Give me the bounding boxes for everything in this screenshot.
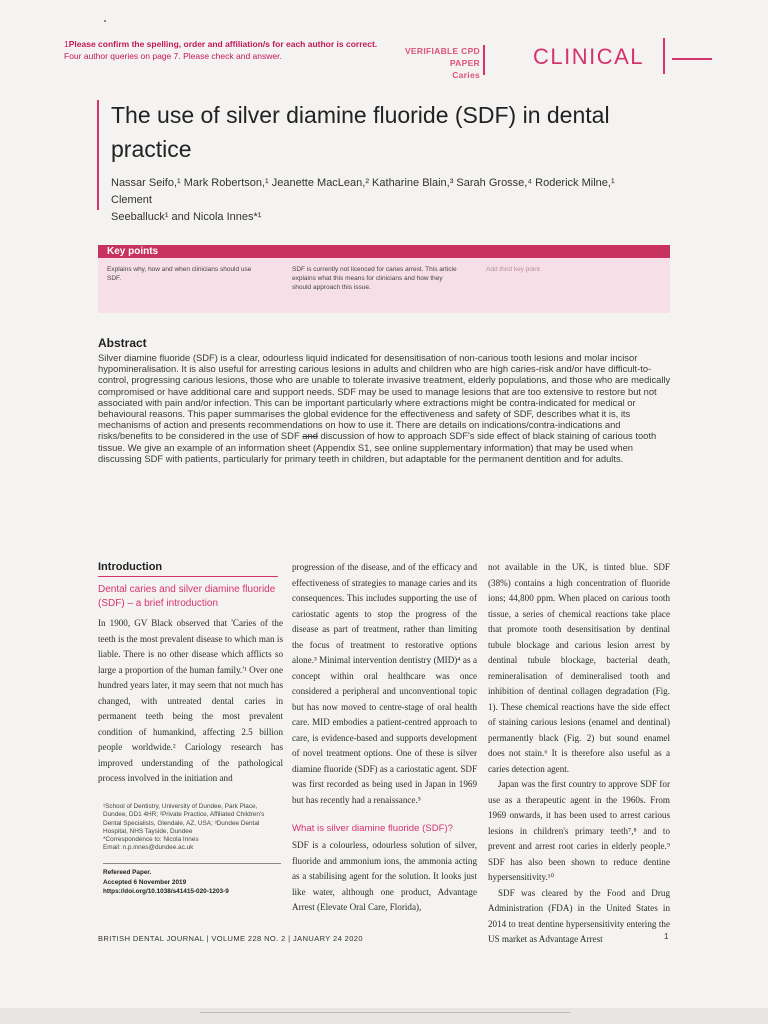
section-rule <box>672 58 712 60</box>
col3-paragraph-3: SDF was cleared by the Food and Drug Administration (FDA) in the United States in 2014 to treat dentine hypersensitivity entering the US market as Advantage Arrest <box>488 887 670 944</box>
accepted-date: Accepted 6 November 2019 <box>103 878 187 886</box>
doi-link[interactable]: https://doi.org/10.1038/s41415-020-1203-9 <box>103 888 229 895</box>
col3-paragraph-1: not available in the UK, is tinted blue. SDF (38%) contains a high concentration of fluoride ions; 44,800 ppm. When placed on carious tooth tissue, a series of chemical reactions take place that promote tooth desensitisation by dentinal tubule blockage and carious lesion arrest by dentinal tubule blockage, bacterial death, remineralisation of demineralised tooth and inhibition of dentinal collagen degradation (Fig. 1). These chemical reactions have the side effect of staining carious lesions (enamel and dentinal) permanently black (Fig. 2) but sound enamel does not stain.⁶ It is therefore also useful as a caries detection agent. <box>488 562 670 774</box>
column-2-lower <box>292 838 477 916</box>
cpd-label: VERIFIABLE CPD PAPER <box>404 46 480 68</box>
refereed-block <box>103 868 283 897</box>
key-point-3[interactable]: Add third key point. <box>486 266 542 273</box>
column-2 <box>292 560 477 808</box>
abstract-body-1: Silver diamine fluoride (SDF) is a clear, odourless liquid indicated for desensitisation of non-carious tooth lesions and molar incisor hypomineralisation. It is also useful for arresting carious lesions in adults and children who are high caries-risk and/or have difficult-to-control, progressing carious lesions, those who are unable to tolerate invasive treatment, elderly populations, and those who are medically compromised or have additional care and support needs. SDF may be used to manage lesions that are too extensive to restore but not associated with pain and/or infection. This can be important particularly where extractions might be contra-indicated for medical or behavioural reasons. This paper summarises the global evidence for the effectiveness and safety of SDF, describes what it is, its mechanisms of action and presents recommendations on how to use it. There are details on indications/contra-indications and risks/benefits to be considered in the use of SDF <box>98 352 671 442</box>
cpd-label-block <box>382 45 480 81</box>
authors-line-2: Seeballuck¹ and Nicola Innes*¹ <box>111 211 262 223</box>
col1-paragraph-1: In 1900, GV Black observed that 'Caries of the teeth is the most prevalent disease to which man is liable. There is no other disease which afflicts so large a proportion of the human family.'¹ Over one hundred years later, it may seem that not much has changed, with untreated dental caries in permanent teeth being the most prevalent condition of humankind, affecting 2.5 billion people worldwide.² Cariology research has improved understanding of the pathological process involved in the initiation and <box>98 618 283 783</box>
page-bottom-line <box>200 1012 570 1013</box>
section-label: CLINICAL <box>533 44 645 69</box>
column-1 <box>98 616 283 787</box>
cpd-divider <box>483 45 485 75</box>
abstract-deletion: and <box>302 430 318 442</box>
page-number: 1 <box>664 932 669 941</box>
introduction-subheading: Dental caries and silver diamine fluoride (SDF) – a brief introduction <box>98 584 276 609</box>
affiliation-text: ¹School of Dentistry, University of Dundee, Park Place, Dundee, DD1 4HR; ²Private Practice, Affiliated Children's Dental Specialists, Glendale, AZ, USA; ³Dundee Dental Hospital, NHS Tayside, Dundee <box>103 803 265 835</box>
correspondence: *Correspondence to: Nicola Innes <box>103 836 199 844</box>
introduction-rule <box>98 576 278 577</box>
col2-subheading: What is silver diamine fluoride (SDF)? <box>292 823 454 834</box>
author-list <box>111 175 631 226</box>
key-point-2: SDF is currently not licenced for caries arrest. This article explains what this means for clinicians and how they should approach this issue. <box>292 266 457 291</box>
article-title: The use of silver diamine fluoride (SDF) in dental practice <box>111 102 610 162</box>
column-3 <box>488 560 670 948</box>
journal-footer: BRITISH DENTAL JOURNAL | VOLUME 228 NO. 2 | JANUARY 24 2020 <box>98 934 363 943</box>
key-point-1: Explains why, how and when clinicians should use SDF. <box>107 266 252 282</box>
email-line: Email: n.p.innes@dundee.ac.uk <box>103 844 194 852</box>
abstract-body-2: discussion of how to approach SDF's side effect of black staining of carious tooth tissue. We give an example of an information sheet (Appendix S1, see online supplementary information) that may be used when discussing SDF with patients, particularly for primary teeth in children, but adaptable for the permanent dentition and for adults. <box>98 430 657 464</box>
col2-paragraph-1: progression of the disease, and of the efficacy and effectiveness of strategies to manage caries and its consequences. This includes supporting the use of cariostatic agents to stop the progress of the disease as part of treatment, rather than limiting the focus of treatment to restorative options alone.³ Minimal intervention dentistry (MID)⁴ as a concept within oral healthcare was once considered a peripheral and unconventional topic but has now moved to centre-stage of oral health care. MID embodies a patient-centred approach to care, is evidence-based and supports development of novel treatment options. One of these is silver diamine fluoride (SDF) as a cariostatic agent. SDF was first recorded as being used in Japan in 1969 but has recently had a renaissance.⁵ <box>292 562 477 805</box>
page-bottom-edge <box>0 1008 768 1024</box>
key-points-header <box>98 245 670 258</box>
authors-line-1: Nassar Seifo,¹ Mark Robertson,¹ Jeanette MacLean,² Katharine Blain,³ Sarah Grosse,⁴ Roderick Milne,¹ Clement <box>111 177 615 206</box>
introduction-heading: Introduction <box>98 561 163 573</box>
query-line-1: Please confirm the spelling, order and affiliation/s for each author is correct. <box>68 39 378 49</box>
author-query-note <box>64 38 377 62</box>
abstract-text <box>98 352 673 464</box>
refereed-label: Refereed Paper. <box>103 869 152 876</box>
abstract-heading: Abstract <box>98 336 147 350</box>
title-accent-bar <box>97 100 99 210</box>
query-line-2: Four author queries on page 7. Please check and answer. <box>64 51 282 61</box>
key-points-heading: Key points <box>107 246 159 257</box>
col3-paragraph-2: Japan was the first country to approve SDF for use as a therapeutic agent in the 1960s. From 1969 onwards, it has been used to arrest carious lesions in children's primary teeth⁷,⁸ and to prevent and arrest root caries in elderly people.⁹ SDF has also been shown to reduce dentine hypersensitivity.¹⁰ <box>488 779 670 882</box>
section-divider <box>663 38 665 74</box>
affiliation-rule <box>103 863 281 864</box>
margin-dot <box>104 20 106 22</box>
query-number: 1 <box>64 39 69 49</box>
col2-paragraph-2: SDF is a colourless, odourless solution of silver, fluoride and ammonium ions, the ammonia acting as a stabilising agent for the solution. It looks just like water, although one product, Advantage Arrest (Elevate Oral Care, Florida), <box>292 840 477 912</box>
topic-label: Caries <box>452 70 480 80</box>
affiliations-block <box>103 803 283 853</box>
